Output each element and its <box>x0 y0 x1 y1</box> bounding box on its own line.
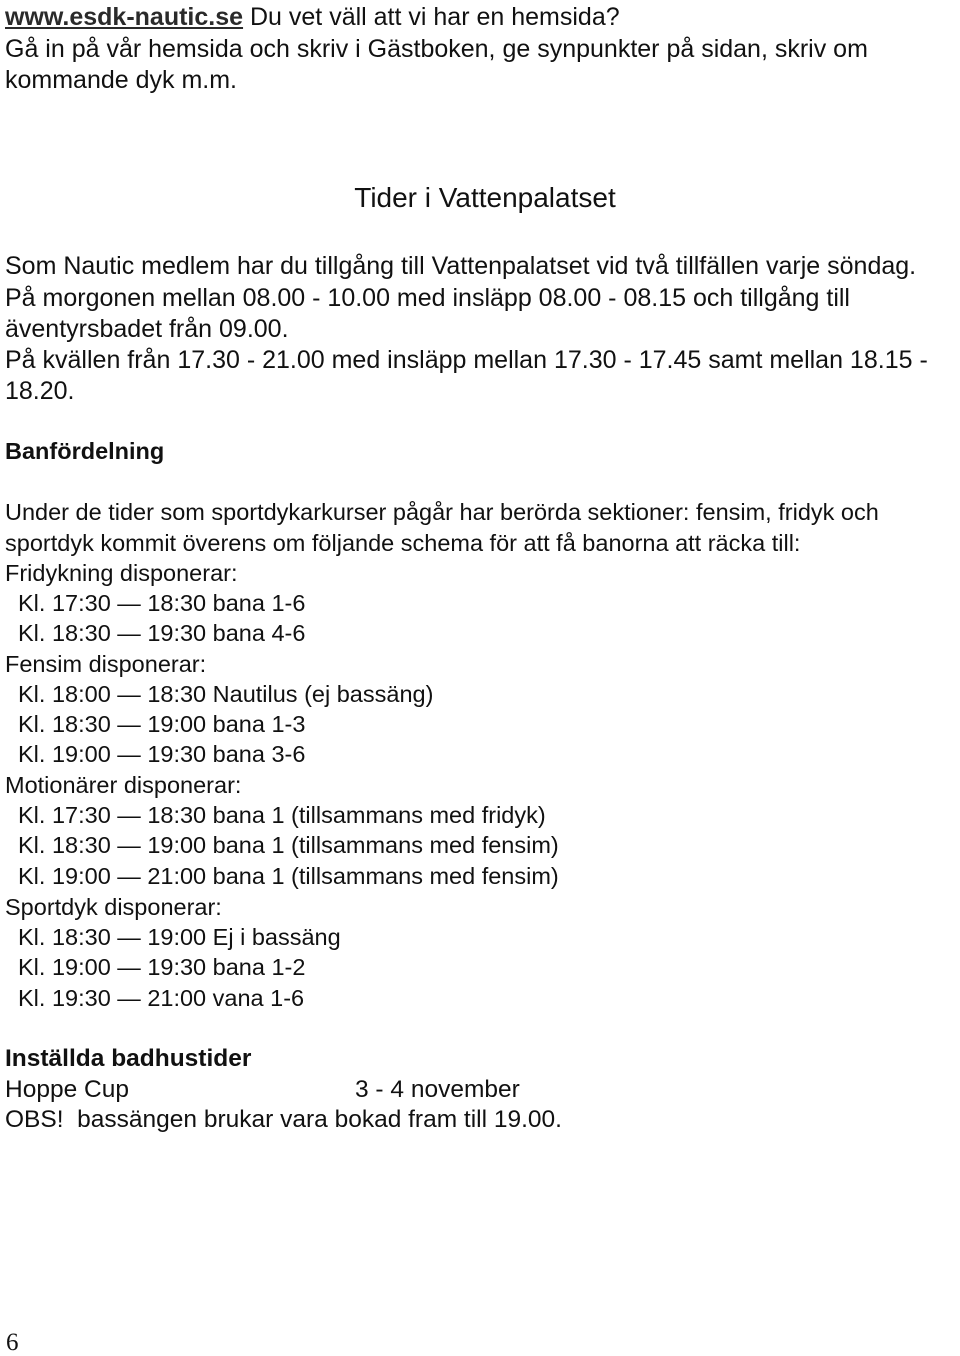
installda-note: OBS! bassängen brukar vara bokad fram till 19.00. <box>5 1106 562 1133</box>
tider-line-3: äventyrsbadet från 09.00. <box>5 315 289 343</box>
schedule-item: Kl. 18:30 — 19:30 bana 4-6 <box>18 620 306 646</box>
event-name: Hoppe Cup <box>5 1076 129 1103</box>
schedule-item: Kl. 18:30 — 19:00 bana 1 (tillsammans med fensim) <box>18 832 559 858</box>
website-link[interactable]: www.esdk-nautic.se <box>5 3 244 31</box>
schedule-item: Kl. 19:00 — 19:30 bana 3-6 <box>18 741 306 767</box>
schedule-item: Kl. 18:00 — 18:30 Nautilus (ej bassäng) <box>18 681 434 707</box>
section-heading-banfordelning: Banfördelning <box>5 438 165 464</box>
schedule-item: Kl. 17:30 — 18:30 bana 1-6 <box>18 590 306 616</box>
section-title-tider: Tider i Vattenpalatset <box>354 182 616 213</box>
schedule-item: Kl. 17:30 — 18:30 bana 1 (tillsammans med fridyk) <box>18 802 546 828</box>
schedule-item: Kl. 19:30 — 21:00 vana 1-6 <box>18 985 305 1011</box>
tider-line-5: 18.20. <box>5 377 75 405</box>
header-line-2: Gå in på vår hemsida och skriv i Gästboken, ge synpunkter på sidan, skriv om <box>5 35 868 63</box>
page-number: 6 <box>6 1329 19 1356</box>
group-label-fridykning: Fridykning disponerar: <box>5 560 238 586</box>
schedule-item: Kl. 18:30 — 19:00 bana 1-3 <box>18 711 306 737</box>
header-headline-text: Du vet väll att vi har en hemsida? <box>243 3 620 31</box>
header-line-3: kommande dyk m.m. <box>5 66 238 94</box>
schedule-item: Kl. 19:00 — 21:00 bana 1 (tillsammans med fensim) <box>18 863 559 889</box>
tider-line-2: På morgonen mellan 08.00 - 10.00 med insläpp 08.00 - 08.15 och tillgång till <box>5 284 850 312</box>
group-label-fensim: Fensim disponerar: <box>5 651 207 677</box>
group-label-sportdyk: Sportdyk disponerar: <box>5 894 222 920</box>
banfordelning-intro-1: Under de tider som sportdykarkurser pågår har berörda sektioner: fensim, fridyk och <box>5 499 879 525</box>
tider-line-4: På kvällen från 17.30 - 21.00 med insläpp mellan 17.30 - 17.45 samt mellan 18.15 - <box>5 346 928 374</box>
group-label-motionarer: Motionärer disponerar: <box>5 772 242 798</box>
schedule-item: Kl. 19:00 — 19:30 bana 1-2 <box>18 954 306 980</box>
section-heading-installda: Inställda badhustider <box>5 1045 252 1072</box>
schedule-item: Kl. 18:30 — 19:00 Ej i bassäng <box>18 924 341 950</box>
event-row <box>5 1076 520 1103</box>
event-date: 3 - 4 november <box>355 1076 520 1103</box>
header-headline <box>5 5 620 30</box>
tider-line-1: Som Nautic medlem har du tillgång till Vattenpalatset vid två tillfällen varje söndag. <box>5 252 917 280</box>
banfordelning-intro-2: sportdyk kommit överens om följande schema för att få banorna att räcka till: <box>5 530 801 556</box>
